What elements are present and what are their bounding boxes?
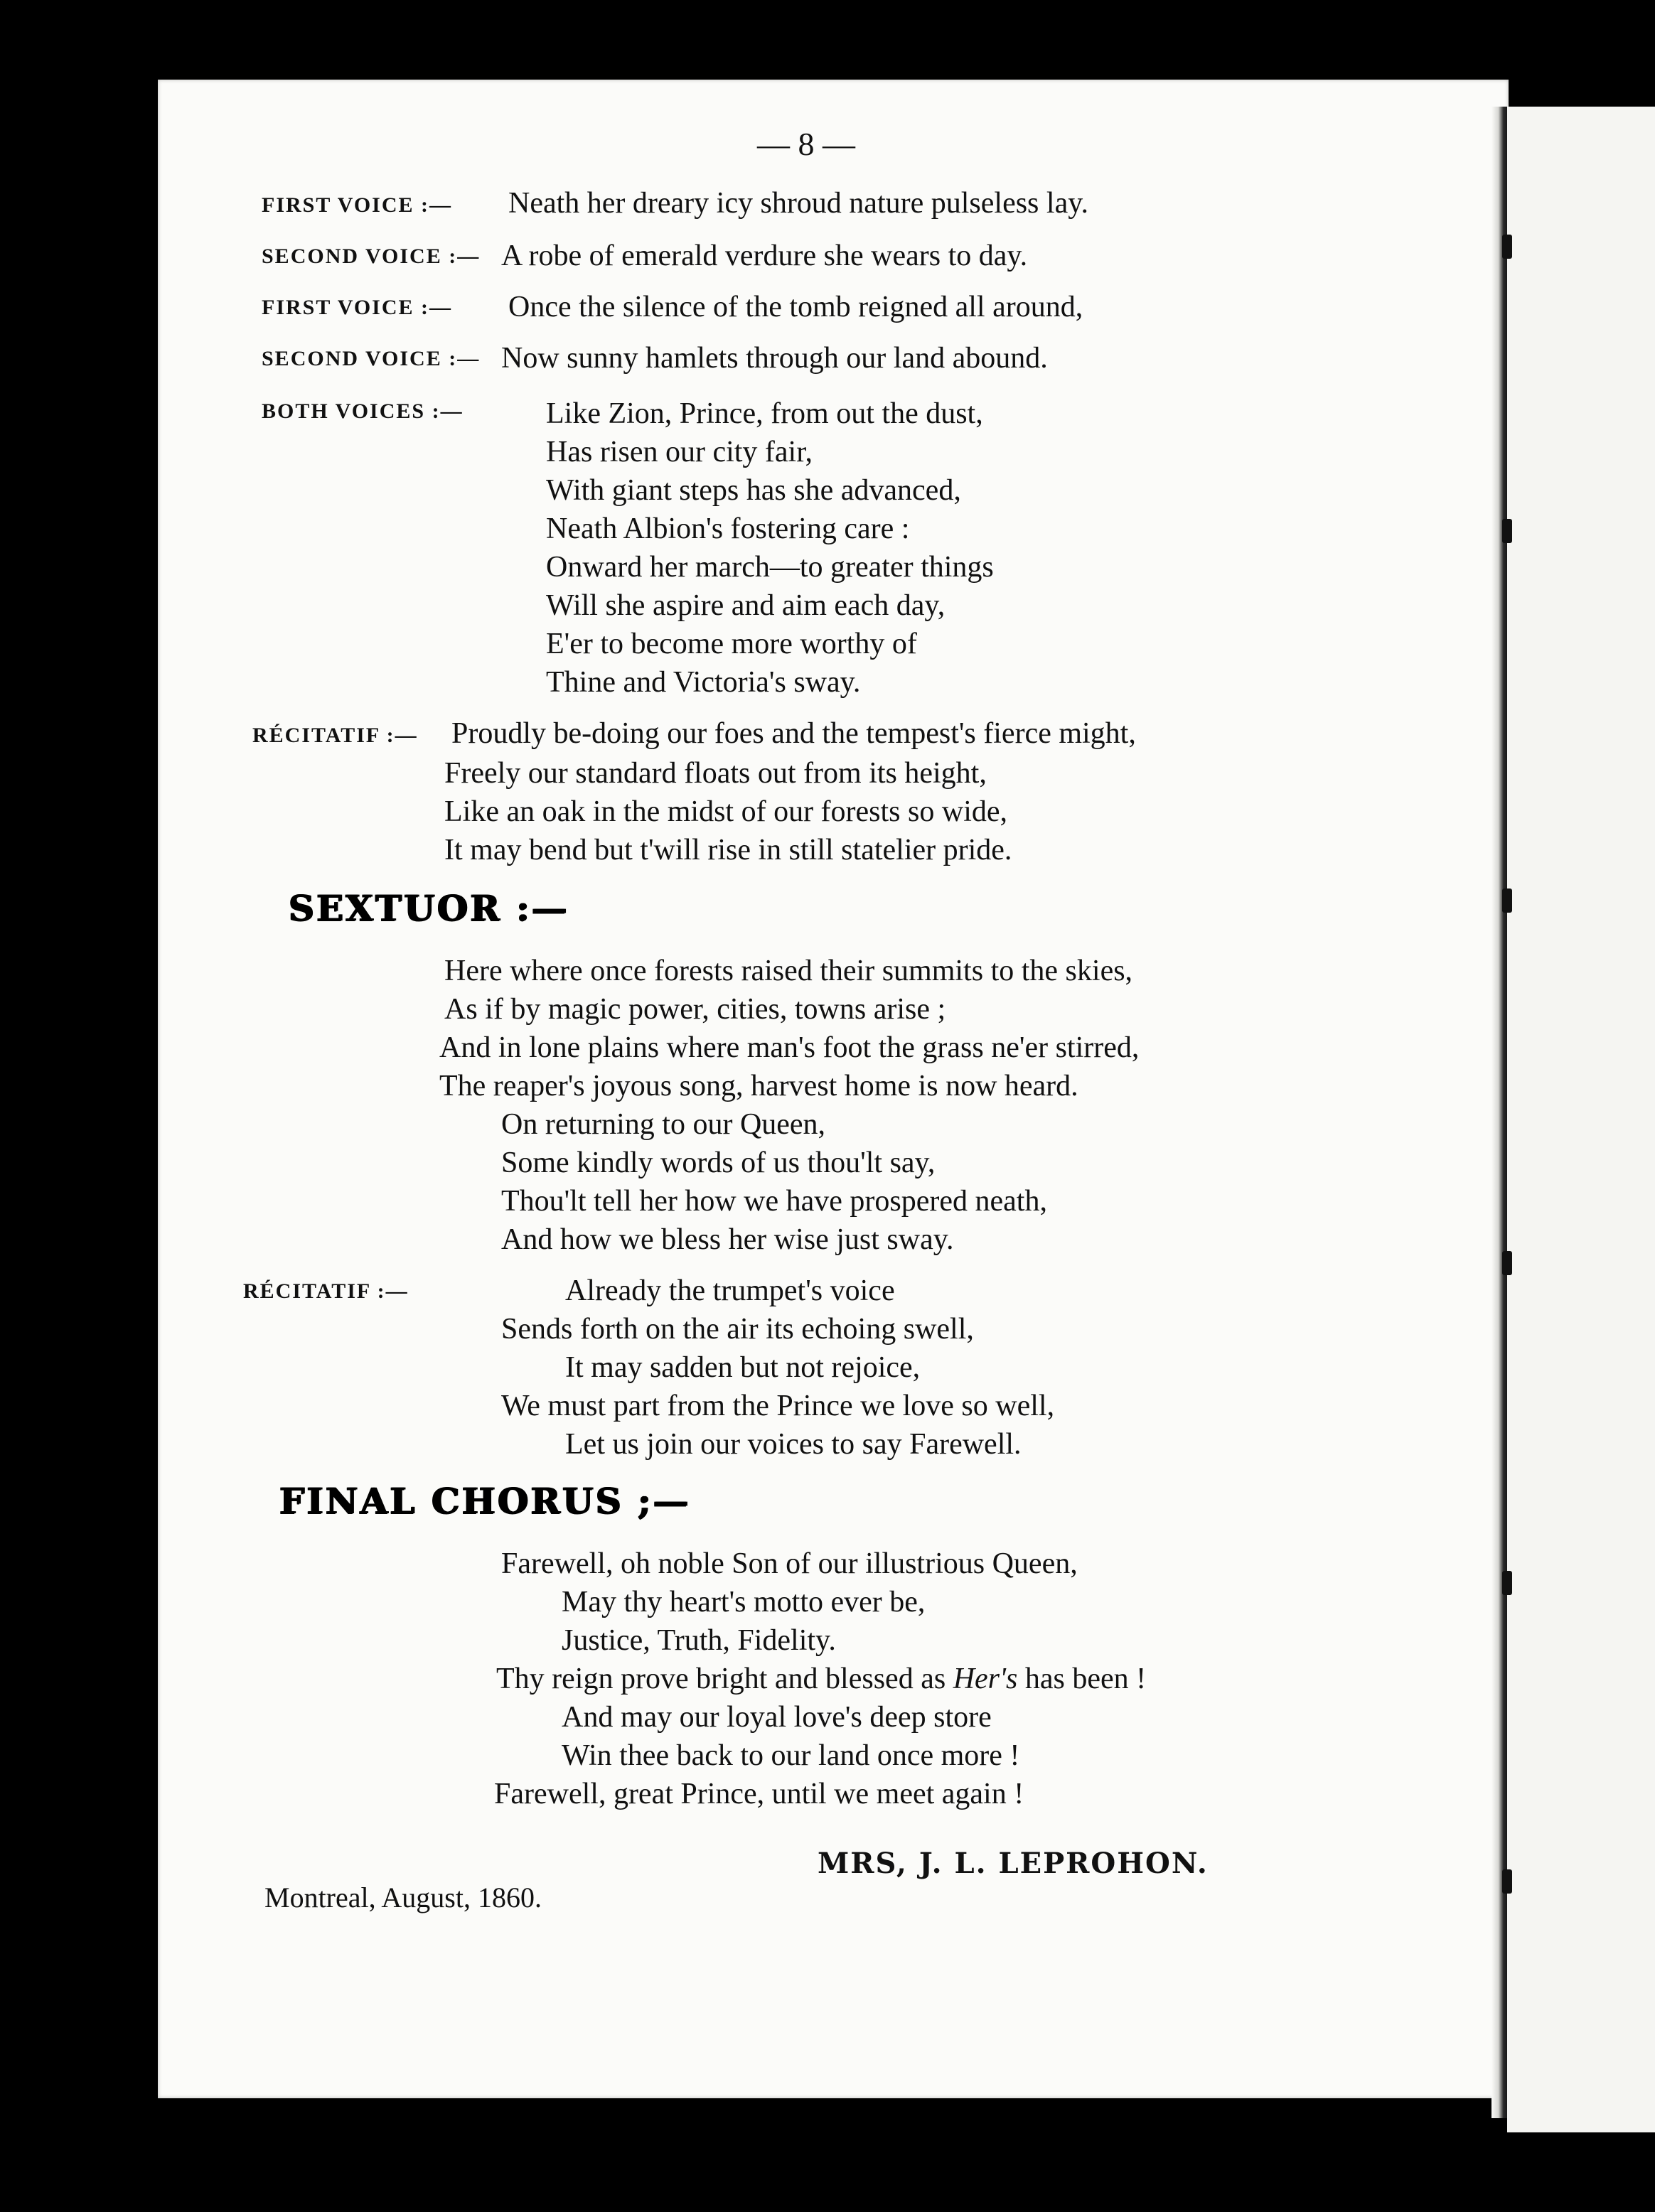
verse-line: On returning to our Queen,: [501, 1108, 826, 1141]
verse-line: May thy heart's motto ever be,: [562, 1586, 926, 1618]
verse-line: Let us join our voices to say Farewell.: [565, 1428, 1022, 1461]
verse-line: And may our loyal love's deep store: [562, 1701, 992, 1734]
verse-line: With giant steps has she advanced,: [546, 474, 961, 507]
verse-line: Justice, Truth, Fidelity.: [562, 1624, 836, 1657]
verse-line: We must part from the Prince we love so well,: [501, 1390, 1055, 1422]
binding-thread: [1502, 1869, 1512, 1894]
verse-line: [496, 1662, 1146, 1696]
verse-line: As if by magic power, cities, towns arise ;: [444, 993, 946, 1026]
verse-line: Will she aspire and aim each day,: [546, 589, 946, 622]
speaker-label: SECOND VOICE :—: [262, 347, 481, 370]
verse-line: Has risen our city fair,: [546, 436, 813, 468]
verse-line: Neath her dreary icy shroud nature pulseless lay.: [508, 187, 1088, 220]
verse-line: Once the silence of the tomb reigned all around,: [508, 291, 1083, 323]
verse-line: Win thee back to our land once more !: [562, 1739, 1020, 1772]
page-number: — 8 —: [757, 126, 855, 162]
binding-thread: [1502, 1251, 1512, 1275]
speaker-label: FIRST VOICE :—: [262, 296, 453, 319]
verse-line: Thou'lt tell her how we have prospered neath,: [501, 1185, 1047, 1218]
verse-line: Freely our standard floats out from its height,: [444, 757, 987, 790]
verse-line: Already the trumpet's voice: [565, 1274, 895, 1307]
verse-line: E'er to become more worthy of: [546, 628, 917, 660]
verse-line: Thine and Victoria's sway.: [546, 666, 861, 699]
verse-text: has been !: [1024, 1663, 1147, 1695]
speaker-label: FIRST VOICE :—: [262, 193, 453, 217]
verse-line: And in lone plains where man's foot the grass ne'er stirred,: [439, 1031, 1140, 1064]
binding-thread: [1502, 888, 1512, 913]
section-heading: FINAL CHORUS ;—: [279, 1480, 690, 1522]
verse-line: Like an oak in the midst of our forests so wide,: [444, 795, 1008, 828]
speaker-label: BOTH VOICES :—: [262, 399, 464, 423]
verse-line: Farewell, oh noble Son of our illustrious Queen,: [501, 1547, 1078, 1580]
binding-thread: [1502, 1571, 1512, 1595]
verse-line: Neath Albion's fostering care :: [546, 512, 910, 545]
verse-text: Thy reign prove bright and blessed as: [496, 1663, 946, 1695]
verse-line: It may sadden but not rejoice,: [565, 1351, 921, 1384]
verse-line: Here where once forests raised their summits to the skies,: [444, 955, 1133, 987]
author-signature: MRS, J. L. LEPROHON.: [818, 1847, 1209, 1880]
verse-line: A robe of emerald verdure she wears to day.: [501, 240, 1028, 272]
verse-line: The reaper's joyous song, harvest home is now heard.: [439, 1070, 1078, 1102]
verse-line: Onward her march—to greater things: [546, 551, 994, 584]
verse-line: Sends forth on the air its echoing swell,: [501, 1313, 974, 1346]
verse-line: And how we bless her wise just sway.: [501, 1223, 954, 1256]
facing-page: [1507, 107, 1655, 2132]
section-heading: SEXTUOR :—: [288, 887, 569, 929]
verse-line: Farewell, great Prince, until we meet again !: [494, 1778, 1024, 1810]
speaker-label: RÉCITATIF :—: [243, 1279, 409, 1303]
book-gutter: [1491, 107, 1509, 2118]
binding-thread: [1502, 519, 1512, 543]
emphasis-word: Her's: [953, 1663, 1018, 1695]
place-date: Montreal, August, 1860.: [264, 1881, 542, 1913]
verse-line: Proudly be-doing our foes and the tempest's fierce might,: [451, 717, 1136, 750]
verse-line: Now sunny hamlets through our land abound.: [501, 342, 1048, 375]
binding-thread: [1502, 235, 1512, 259]
speaker-label: RÉCITATIF :—: [252, 724, 418, 747]
speaker-label: SECOND VOICE :—: [262, 245, 481, 268]
verse-line: It may bend but t'will rise in still statelier pride.: [444, 834, 1012, 866]
verse-line: Like Zion, Prince, from out the dust,: [546, 397, 983, 430]
verse-line: Some kindly words of us thou'lt say,: [501, 1147, 936, 1179]
